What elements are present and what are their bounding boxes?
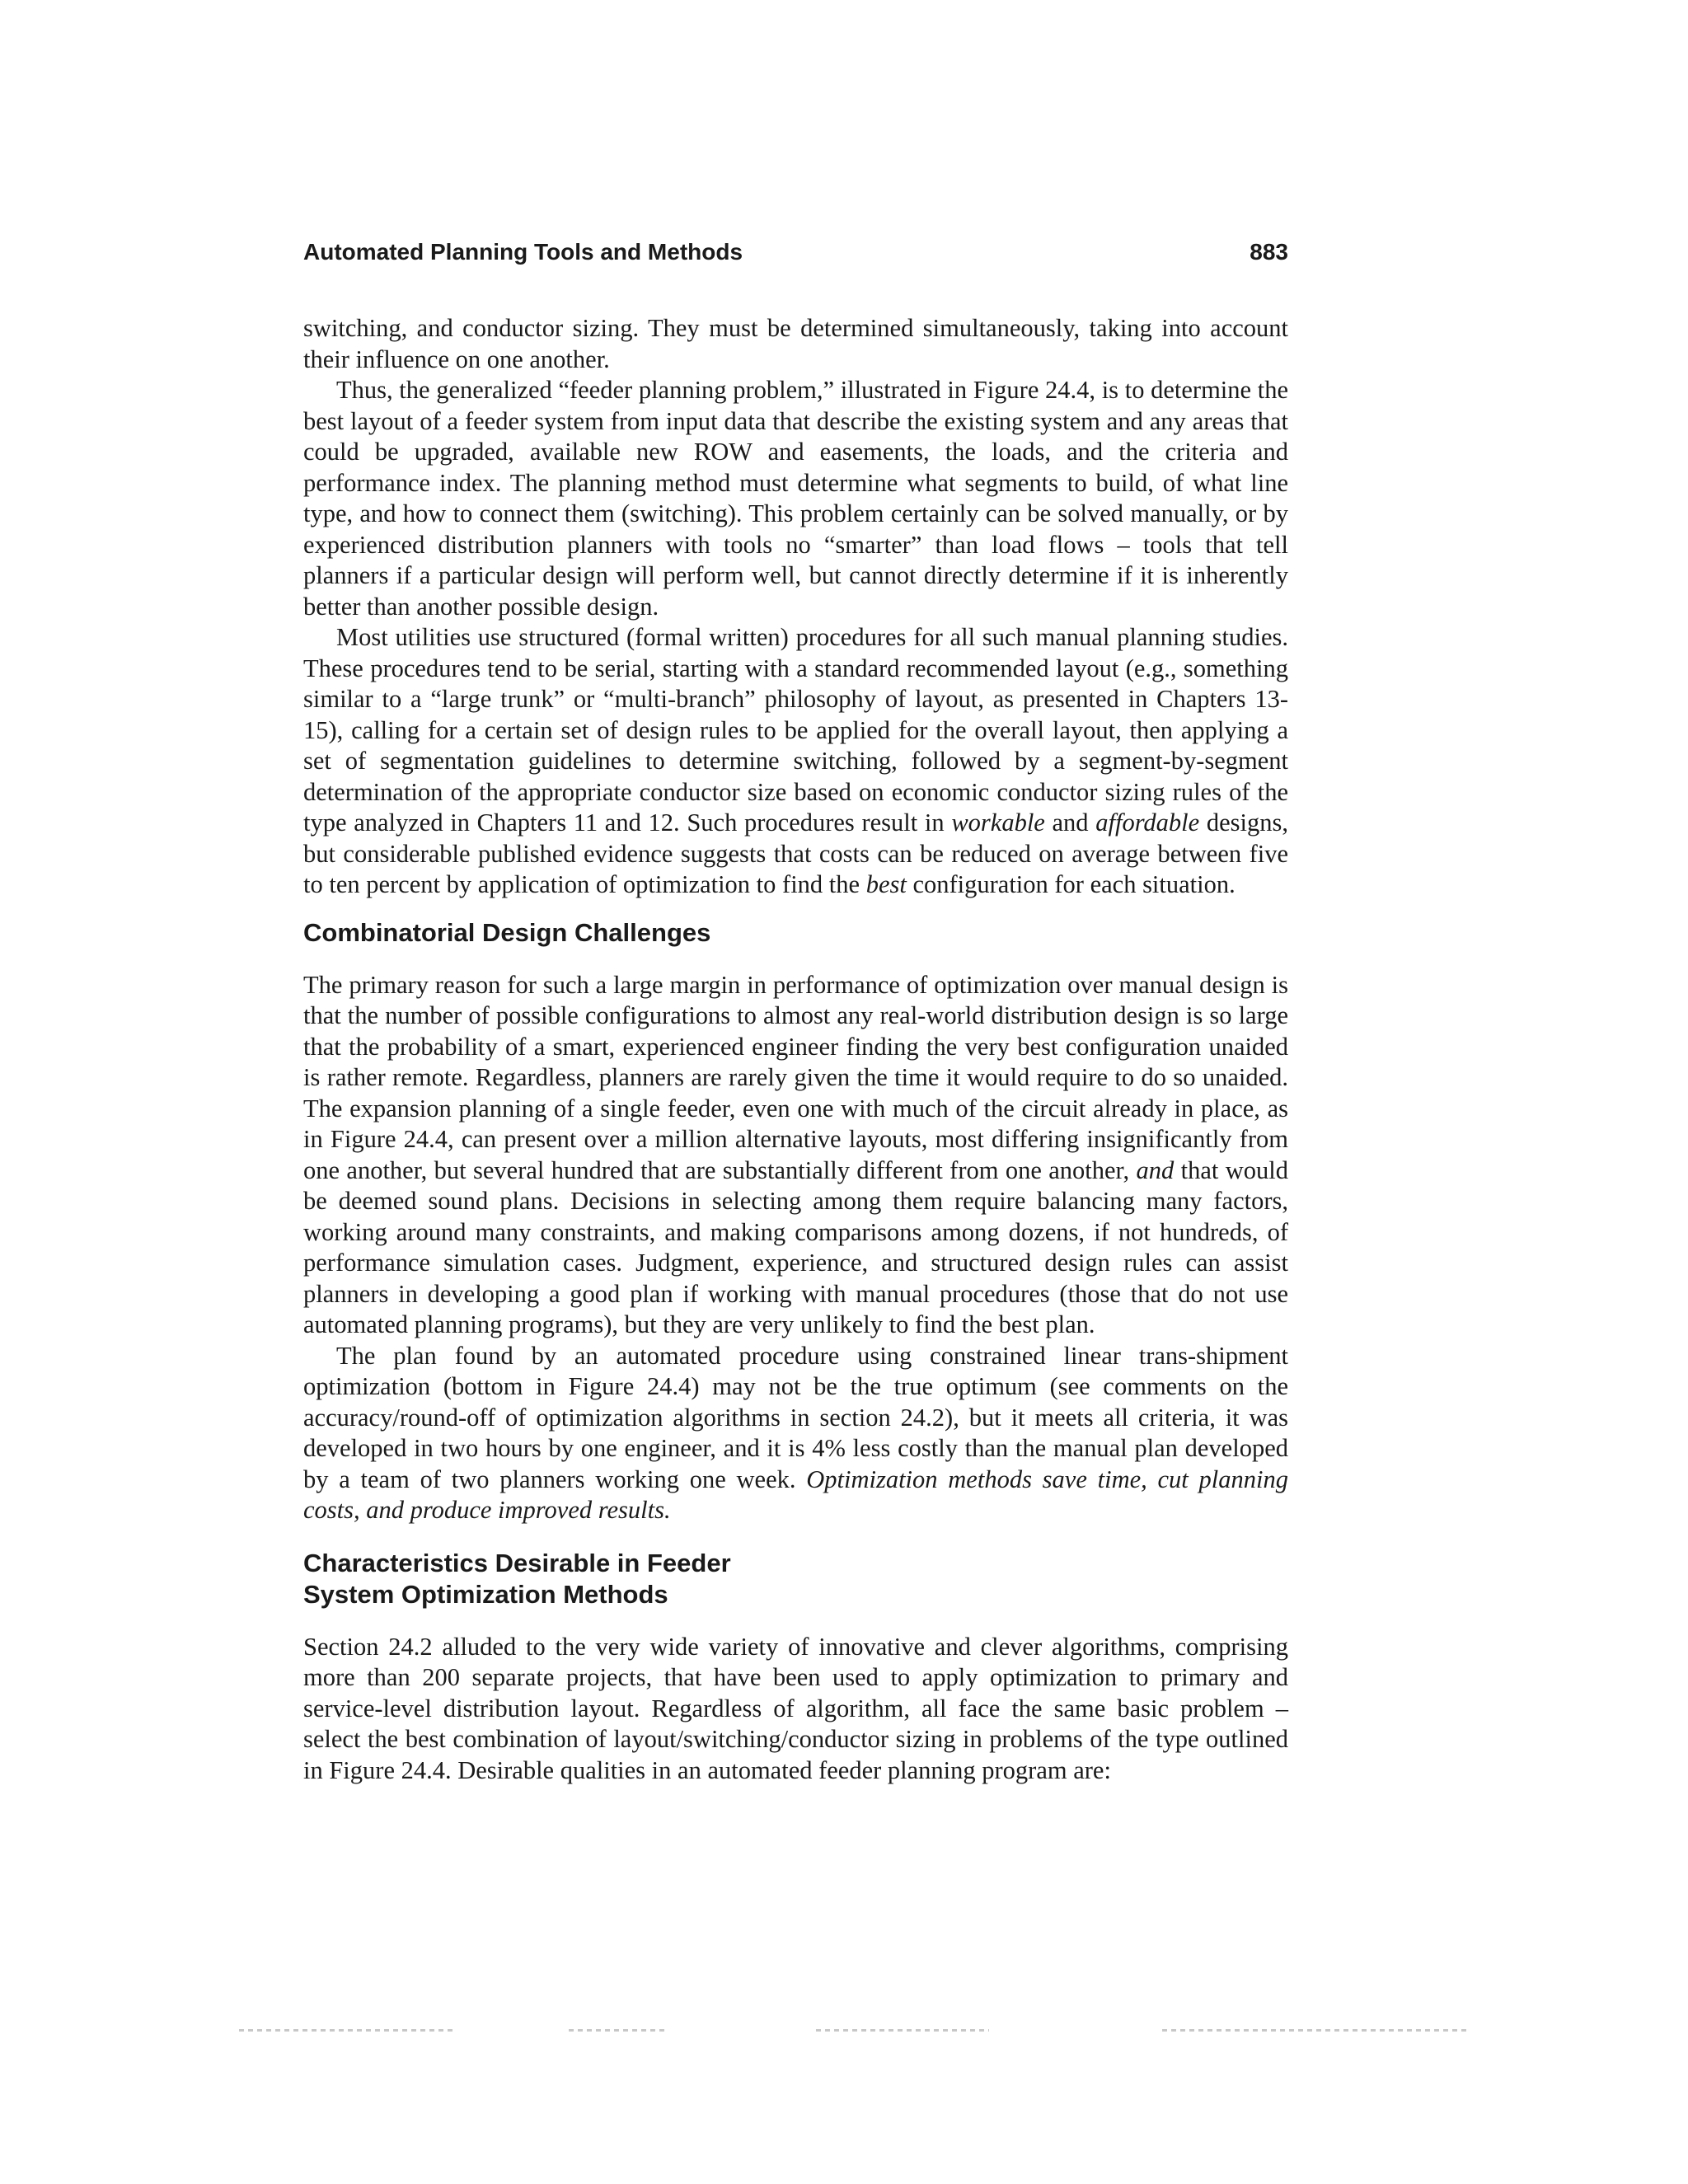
page-number: 883: [1250, 239, 1288, 265]
section-heading-line: Combinatorial Design Challenges: [303, 917, 711, 947]
paragraph: [303, 970, 1288, 1341]
section-heading-line: System Optimization Methods: [303, 1579, 668, 1609]
paragraph: [303, 313, 1288, 375]
scan-artifact-line: [816, 2029, 989, 2032]
running-header: [303, 239, 1288, 272]
text-run: configuration for each situation.: [906, 870, 1236, 898]
text-run: Thus, the generalized “feeder planning problem,” illustrated in Figure 24.4, is to determine the best layout of a feeder system from input data that describe the existing system and any areas that could be upgraded, available new ROW and easements, the loads, and the criteria and performance index. The planning method must determine what segments to build, of what line type, and how to connect them (switching). This problem certainly can be solved manually, or by experienced distribution planners with tools no “smarter” than load flows – tools that tell planners if a particular design will perform well, but cannot directly determine if it is inherently better than another possible design.: [303, 376, 1288, 621]
italic-text: Optimization methods save time, cut planning costs, and produce improved results.: [303, 1465, 1288, 1524]
running-header-title: Automated Planning Tools and Methods: [303, 239, 743, 265]
scan-artifact-line: [239, 2029, 453, 2032]
text-run: that would be deemed sound plans. Decisions in selecting among them require balancing many factors, working around many constraints, and making comparisons among dozens, if not hundreds, of performance simulation cases. Judgment, experience, and structured design rules can assist planners in developing a good plan if working with manual procedures (those that do not use automated planning programs), but they are very unlikely to find the best plan.: [303, 1155, 1288, 1338]
scan-artifact-line: [1162, 2029, 1467, 2032]
text-run: The primary reason for such a large margin in performance of optimization over manual design is that the number of possible configurations to almost any real-world distribution design is so large that the probability of a smart, experienced engineer finding the very best configuration unaided is rather remote. Regardless, planners are rarely given the time it would require to do so unaided. The expansion planning of a single feeder, even one with much of the circuit already in place, as in Figure 24.4, can present over a million alternative layouts, most differing insignificantly from one another, but several hundred that are substantially different from one another,: [303, 970, 1288, 1184]
text-run: switching, and conductor sizing. They must be determined simultaneously, taking into account their influence on one another.: [303, 314, 1288, 373]
italic-text: affordable: [1095, 808, 1200, 837]
scan-artifact-line: [569, 2029, 668, 2032]
paragraph: [303, 1632, 1288, 1787]
section-heading-line: Characteristics Desirable in Feeder: [303, 1548, 731, 1577]
text-run: designs, but considerable published evidence suggests that costs can be reduced on average between five to ten percent by application of optimization to find the: [303, 808, 1289, 898]
section-heading: [303, 1548, 1288, 1610]
italic-text: and: [1136, 1155, 1175, 1184]
paragraph: [303, 622, 1288, 901]
paragraph: [303, 375, 1288, 622]
section-heading: [303, 917, 1288, 949]
text-run: and: [1044, 808, 1096, 837]
paragraph: [303, 1341, 1288, 1526]
italic-text: workable: [951, 808, 1045, 837]
text-run: Most utilities use structured (formal written) procedures for all such manual planning studies. These procedures tend to be serial, starting with a standard recommended layout (e.g., something similar to a “large trunk” or “multi-branch” philosophy of layout, as presented in Chapters 13-15), calling for a certain set of design rules to be applied for the overall layout, then applying a set of segmentation guidelines to determine switching, followed by a segment-by-segment determination of the appropriate conductor size based on economic conductor sizing rules of the type analyzed in Chapters 11 and 12. Such procedures result in: [303, 623, 1288, 837]
text-run: The plan found by an automated procedure using constrained linear trans-shipment optimization (bottom in Figure 24.4) may not be the true optimum (see comments on the accuracy/round-off of optimization algorithms in section 24.2), but it meets all criteria, it was developed in two hours by one engineer, and it is 4% less costly than the manual plan developed by a team of two planners working one week.: [303, 1341, 1288, 1493]
book-page: [303, 239, 1288, 1786]
italic-text: best: [865, 870, 907, 898]
text-run: Section 24.2 alluded to the very wide variety of innovative and clever algorithms, comprising more than 200 separate projects, that have been used to apply optimization to primary and service-level distribution layout. Regardless of algorithm, all face the same basic problem – select the best combination of layout/switching/conductor sizing in problems of the type outlined in Figure 24.4. Desirable qualities in an automated feeder planning program are:: [303, 1632, 1288, 1784]
body-text: [303, 313, 1288, 1786]
